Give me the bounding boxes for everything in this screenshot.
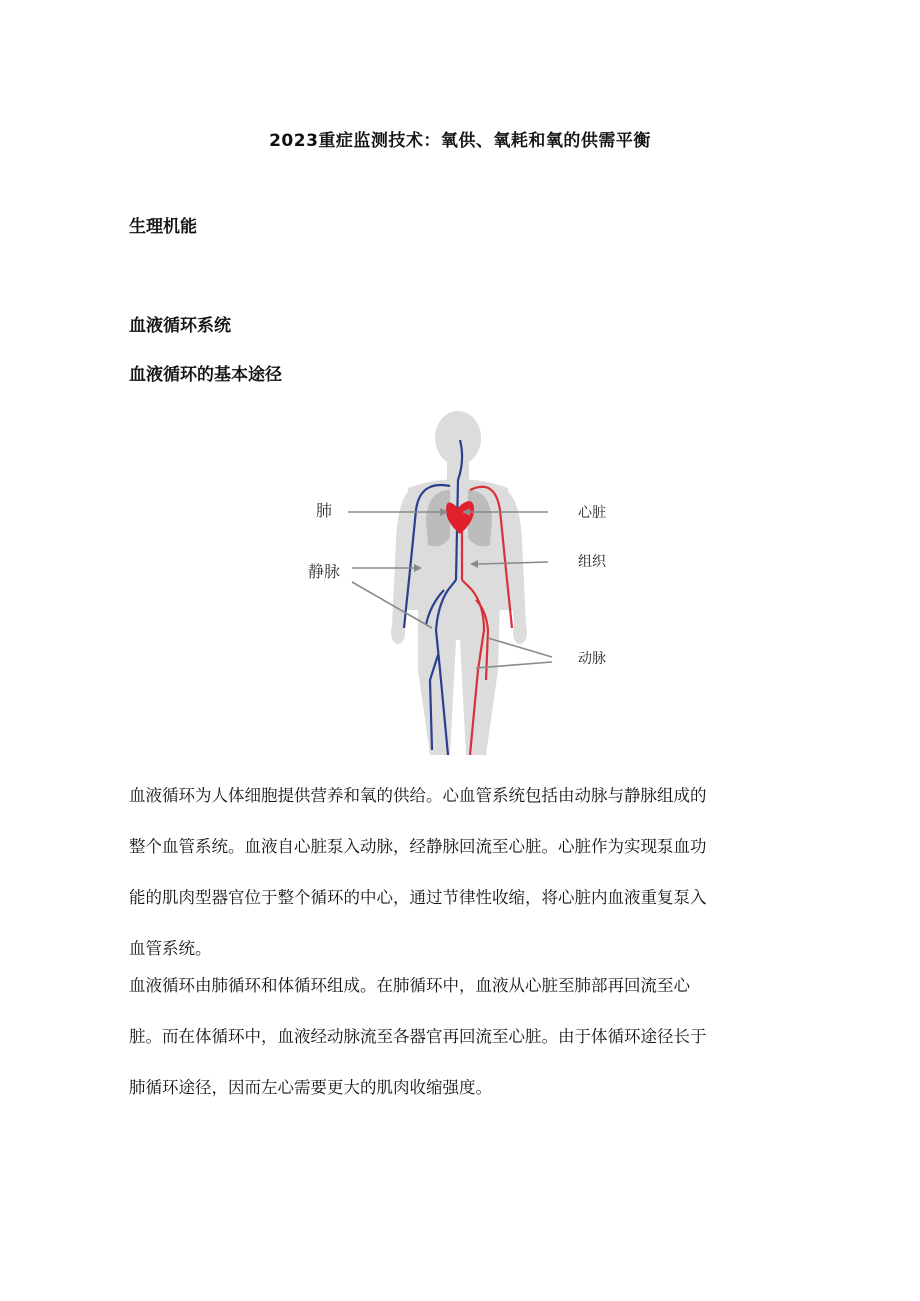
section-heading-circulatory-system: 血液循环系统 bbox=[129, 316, 231, 336]
paragraph-line: 血液循环为人体细胞提供营养和氧的供给。心血管系统包括由动脉与静脉组成的 bbox=[129, 786, 707, 805]
paragraph-line: 血液循环由肺循环和体循环组成。在肺循环中，血液从心脏至肺部再回流至心 bbox=[129, 976, 690, 995]
label-tissue: 组织 bbox=[578, 554, 606, 570]
paragraph-line: 能的肌肉型器官位于整个循环的中心，通过节律性收缩，将心脏内血液重复泵入 bbox=[129, 888, 707, 907]
paragraph-line: 脏。而在体循环中，血液经动脉流至各器官再回流至心脏。由于体循环途径长于 bbox=[129, 1027, 707, 1046]
label-vein: 静脉 bbox=[308, 562, 341, 581]
label-lung: 肺 bbox=[316, 501, 333, 520]
paragraph-circulation-overview bbox=[129, 770, 789, 974]
label-artery: 动脉 bbox=[578, 651, 606, 667]
section-heading-circulation-pathway: 血液循环的基本途径 bbox=[129, 365, 282, 385]
paragraph-line: 整个血管系统。血液自心脏泵入动脉，经静脉回流至心脏。心脏作为实现泵血功 bbox=[129, 837, 707, 856]
paragraph-pulmonary-systemic bbox=[129, 960, 789, 1113]
page-title: 2023重症监测技术：氧供、氧耗和氧的供需平衡 bbox=[269, 131, 651, 151]
paragraph-line: 肺循环途径，因而左心需要更大的肌肉收缩强度。 bbox=[129, 1078, 492, 1097]
paragraph-line: 血管系统。 bbox=[129, 939, 212, 958]
section-heading-physiology: 生理机能 bbox=[129, 217, 197, 237]
circulation-diagram bbox=[300, 410, 630, 765]
label-heart: 心脏 bbox=[578, 505, 606, 521]
